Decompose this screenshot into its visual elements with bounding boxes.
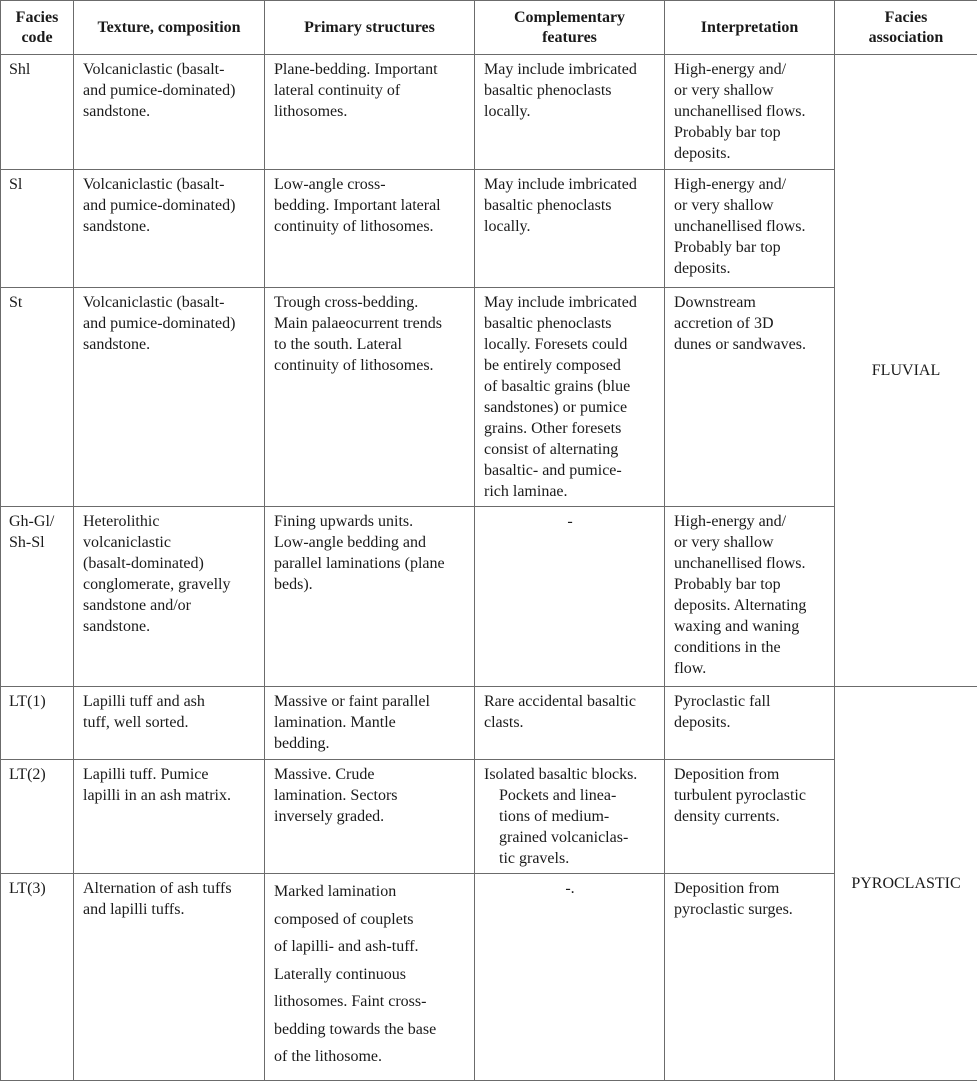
interpretation-cell: Deposition from turbulent pyroclastic density currents. bbox=[665, 760, 835, 874]
primary-cell: Trough cross-bedding. Main palaeocurrent trends to the south. Lateral continuity of lithosomes. bbox=[265, 288, 475, 507]
facies-code: LT(3) bbox=[1, 874, 74, 1081]
complementary-cell bbox=[475, 760, 665, 874]
facies-code: St bbox=[1, 288, 74, 507]
facies-code: Shl bbox=[1, 55, 74, 170]
facies-code: LT(1) bbox=[1, 687, 74, 760]
primary-cell: Massive or faint parallel lamination. Mantle bedding. bbox=[265, 687, 475, 760]
interpretation-cell: Deposition from pyroclastic surges. bbox=[665, 874, 835, 1081]
interpretation-cell: High-energy and/ or very shallow unchanellised flows. Probably bar top deposits. bbox=[665, 170, 835, 288]
texture-cell: Volcaniclastic (basalt- and pumice-dominated) sandstone. bbox=[74, 288, 265, 507]
facies-code: LT(2) bbox=[1, 760, 74, 874]
complementary-cell: - bbox=[475, 507, 665, 687]
header-facies-code: Facies code bbox=[1, 1, 74, 55]
table-row bbox=[1, 288, 977, 507]
header-texture: Texture, composition bbox=[74, 1, 265, 55]
association-fluvial: FLUVIAL bbox=[835, 55, 977, 687]
table-row bbox=[1, 507, 977, 687]
interpretation-cell: High-energy and/ or very shallow unchanellised flows. Probably bar top deposits. bbox=[665, 55, 835, 170]
texture-cell: Lapilli tuff. Pumice lapilli in an ash matrix. bbox=[74, 760, 265, 874]
primary-cell: Plane-bedding. Important lateral continuity of lithosomes. bbox=[265, 55, 475, 170]
complementary-cell: -. bbox=[475, 874, 665, 1081]
complementary-cell: May include imbricated basaltic phenoclasts locally. bbox=[475, 170, 665, 288]
primary-cell: Fining upwards units. Low-angle bedding and parallel laminations (plane beds). bbox=[265, 507, 475, 687]
primary-cell: Low-angle cross- bedding. Important lateral continuity of lithosomes. bbox=[265, 170, 475, 288]
interpretation-cell: Downstream accretion of 3D dunes or sandwaves. bbox=[665, 288, 835, 507]
header-primary-structures: Primary structures bbox=[265, 1, 475, 55]
table-row bbox=[1, 874, 977, 1081]
texture-cell: Lapilli tuff and ash tuff, well sorted. bbox=[74, 687, 265, 760]
facies-code: Sl bbox=[1, 170, 74, 288]
texture-cell: Heterolithic volcaniclastic (basalt-dominated) conglomerate, gravelly sandstone and/or sandstone. bbox=[74, 507, 265, 687]
interpretation-cell: High-energy and/ or very shallow unchanellised flows. Probably bar top deposits. Alternating waxing and waning conditions in the flow. bbox=[665, 507, 835, 687]
complementary-cell: Rare accidental basaltic clasts. bbox=[475, 687, 665, 760]
facies-code: Gh-Gl/ Sh-Sl bbox=[1, 507, 74, 687]
table-row bbox=[1, 55, 977, 170]
complementary-cell: May include imbricated basaltic phenoclasts locally. bbox=[475, 55, 665, 170]
primary-cell: Marked lamination composed of couplets of lapilli- and ash-tuff. Laterally continuous lithosomes. Faint cross- bedding towards the base of the lithosome. bbox=[265, 874, 475, 1081]
table-row bbox=[1, 170, 977, 288]
texture-cell: Alternation of ash tuffs and lapilli tuffs. bbox=[74, 874, 265, 1081]
complementary-cell: May include imbricated basaltic phenoclasts locally. Foresets could be entirely composed of basaltic grains (blue sandstones) or pumice grains. Other foresets consist of alternating basaltic- and pumice- rich laminae. bbox=[475, 288, 665, 507]
table-row bbox=[1, 687, 977, 760]
texture-cell: Volcaniclastic (basalt- and pumice-dominated) sandstone. bbox=[74, 170, 265, 288]
header-facies-association: Facies association bbox=[835, 1, 977, 55]
table-row bbox=[1, 760, 977, 874]
complementary-first-line: Isolated basaltic blocks. bbox=[484, 766, 637, 783]
interpretation-cell: Pyroclastic fall deposits. bbox=[665, 687, 835, 760]
association-pyroclastic: PYROCLASTIC bbox=[835, 687, 977, 1081]
primary-cell: Massive. Crude lamination. Sectors inversely graded. bbox=[265, 760, 475, 874]
header-complementary-features: Complementary features bbox=[475, 1, 665, 55]
texture-cell: Volcaniclastic (basalt- and pumice-dominated) sandstone. bbox=[74, 55, 265, 170]
header-interpretation: Interpretation bbox=[665, 1, 835, 55]
header-row bbox=[1, 1, 977, 55]
complementary-continuation: Pockets and linea- tions of medium- grained volcaniclas- tic gravels. bbox=[484, 785, 656, 869]
